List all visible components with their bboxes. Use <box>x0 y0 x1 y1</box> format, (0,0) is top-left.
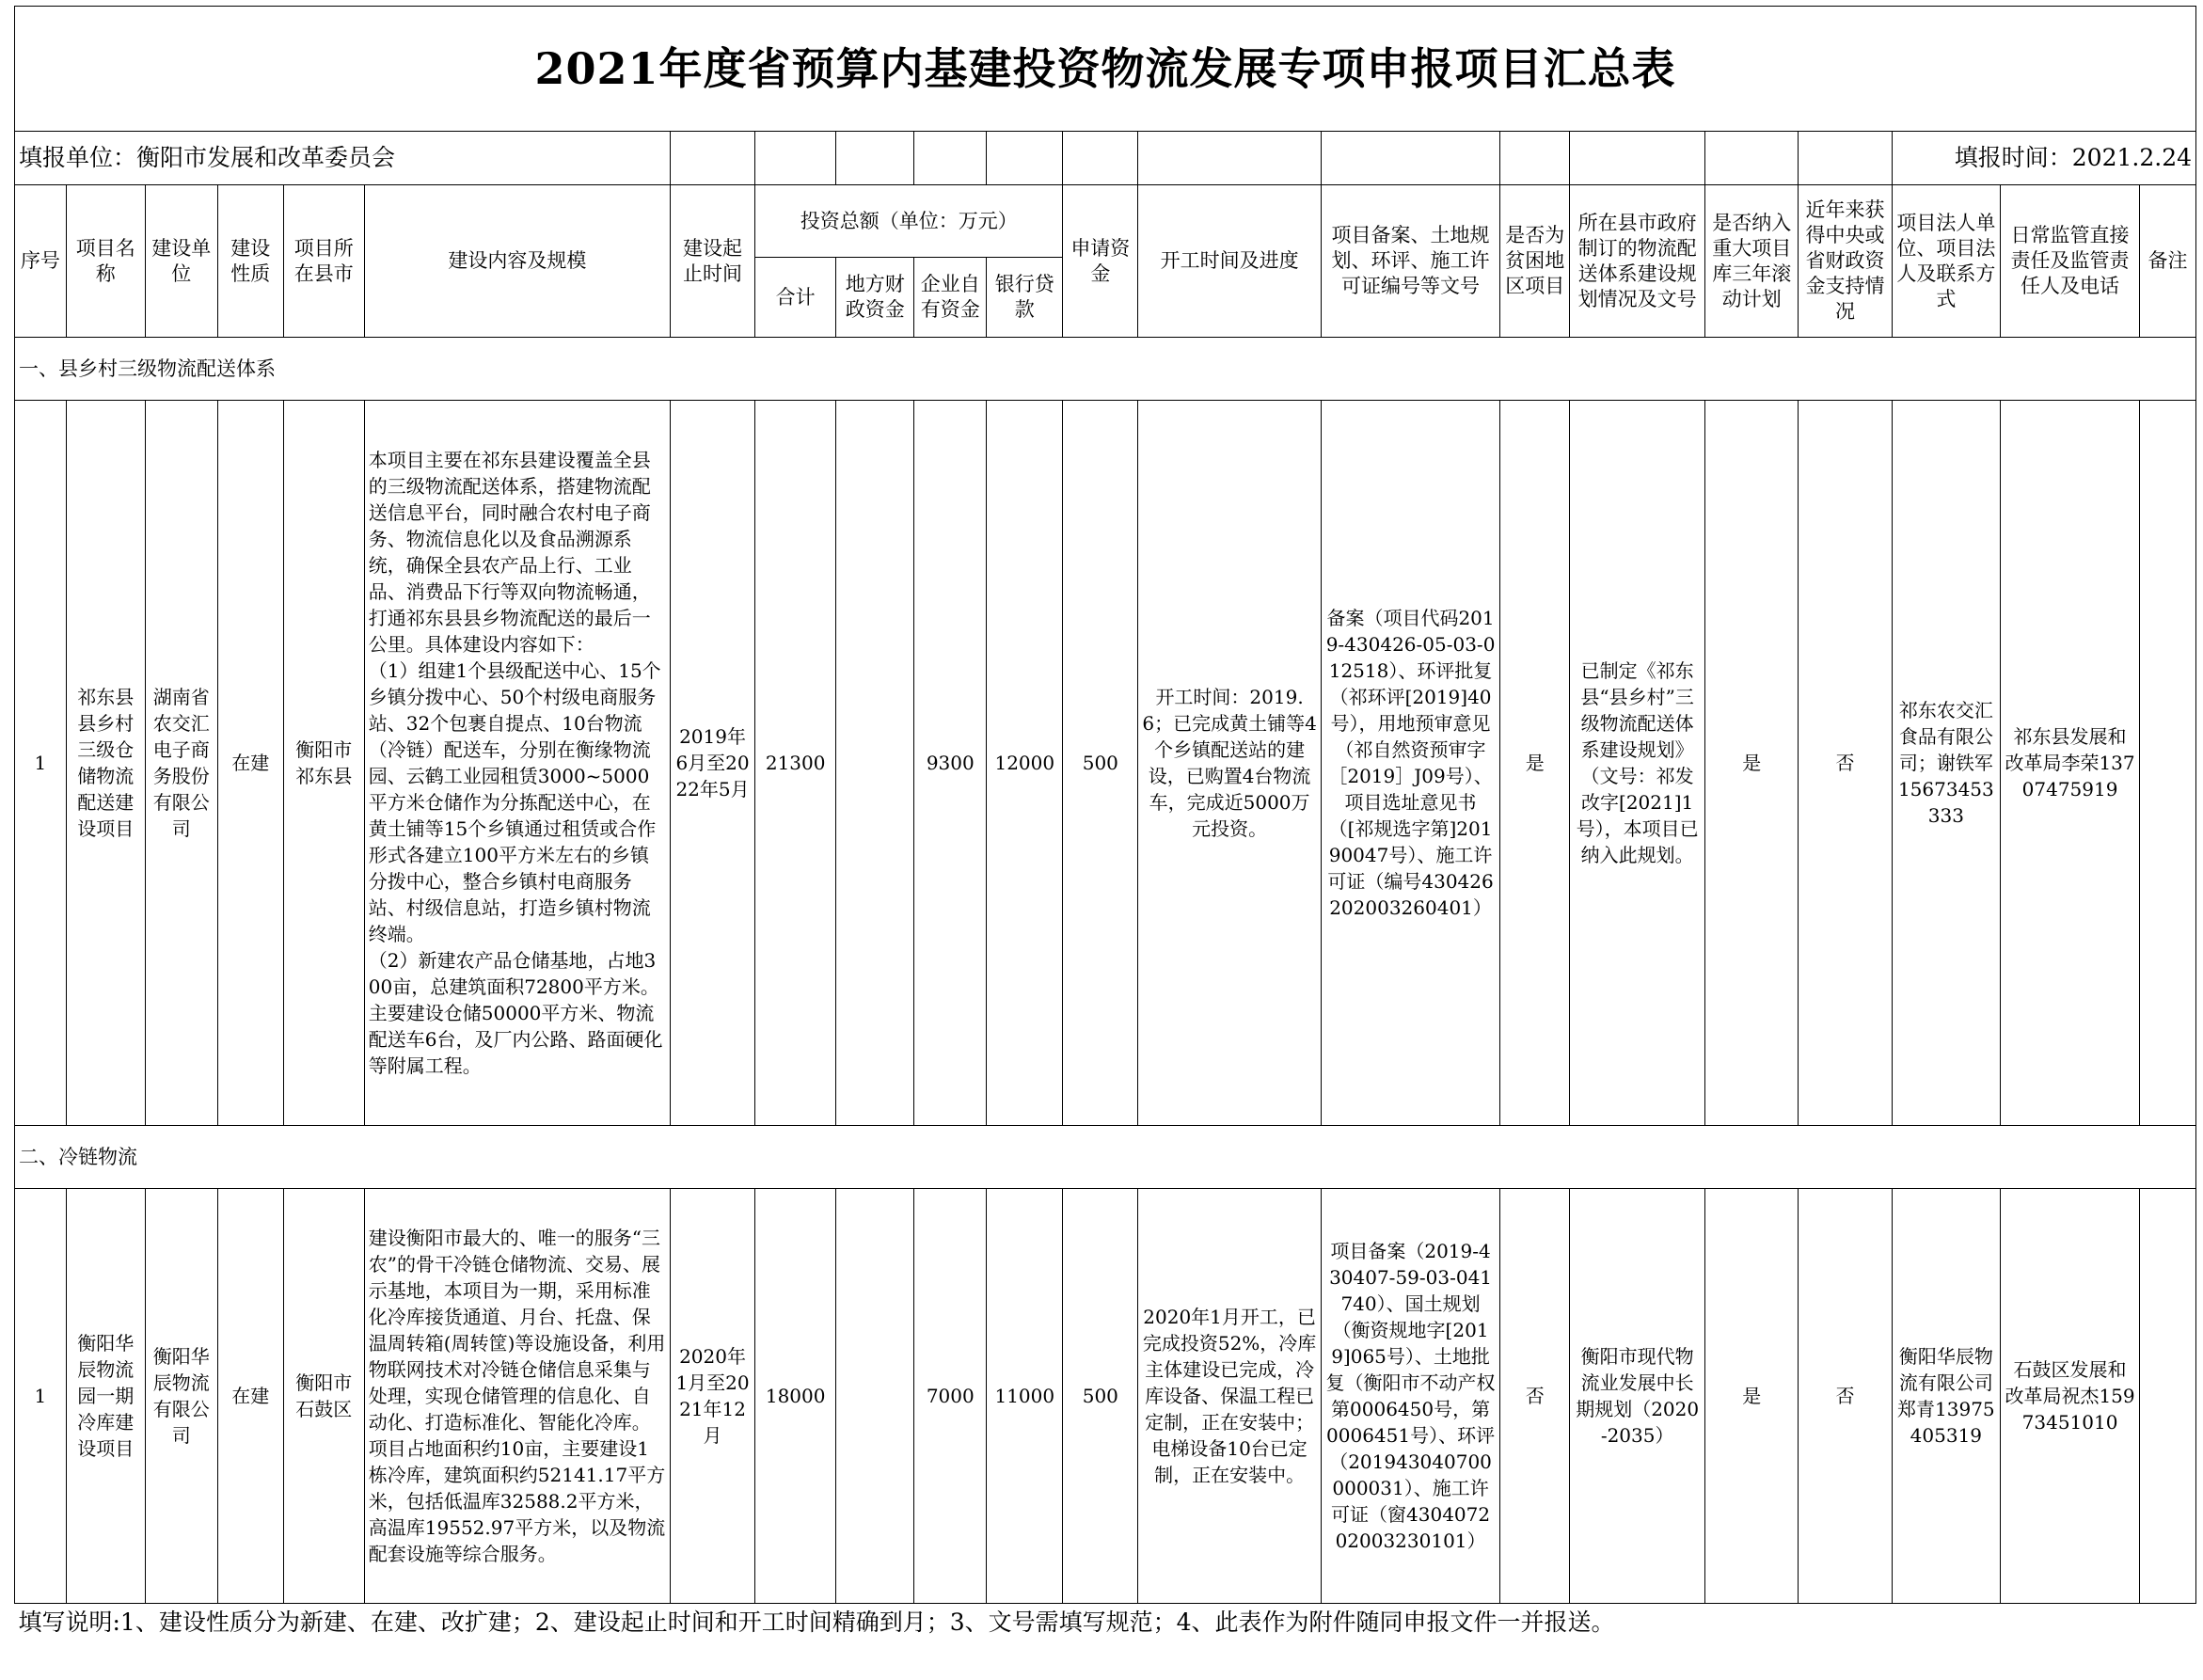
cell-approvals: 项目备案（2019-430407-59-03-041740）、国土规划（衡资规地字[2019]065号）、土地批复（衡阳市不动产权第0006450号，第0006451号）、环评（201943040700000031）、施工许可证（窗430407202003230101） <box>1321 1189 1499 1604</box>
header-remark: 备注 <box>2140 185 2196 338</box>
cell-sum: 21300 <box>755 401 836 1126</box>
cell-remark <box>2140 401 2196 1126</box>
cell-supervisor: 祁东县发展和改革局李荣13707475919 <box>2001 401 2140 1126</box>
cell-period: 2019年6月至2022年5月 <box>670 401 754 1126</box>
fill-unit: 填报单位：衡阳市发展和改革委员会 <box>15 132 671 185</box>
cell-period: 2020年1月至2021年12月 <box>670 1189 754 1604</box>
header-period: 建设起止时间 <box>670 185 754 338</box>
cell-legal-person: 祁东农交汇食品有限公司；谢铁军15673453333 <box>1892 401 2000 1126</box>
header-name: 项目名称 <box>66 185 145 338</box>
cell-bank-loan: 12000 <box>987 401 1063 1126</box>
blank-cell <box>755 132 836 185</box>
header-invest-total: 投资总额（单位：万元） <box>755 185 1063 258</box>
blank-cell <box>670 132 754 185</box>
header-legal-person: 项目法人单位、项目法人及联系方式 <box>1892 185 2000 338</box>
blank-cell <box>1138 132 1322 185</box>
cell-location: 衡阳市祁东县 <box>283 401 364 1126</box>
cell-apply-fund: 500 <box>1063 401 1138 1126</box>
cell-bank-loan: 11000 <box>987 1189 1063 1604</box>
cell-local-fund <box>836 401 914 1126</box>
section-title: 二、冷链物流 <box>15 1126 2196 1189</box>
cell-approvals: 备案（项目代码2019-430426-05-03-012518）、环评批复（祁环评[2019]40号），用地预审意见（祁自然资预审字［2019］J09号）、项目选址意见书（[祁规选字第]20190047号）、施工许可证（编号430426202003260401） <box>1321 401 1499 1126</box>
header-nature: 建设性质 <box>217 185 283 338</box>
header-content: 建设内容及规模 <box>364 185 670 338</box>
cell-name: 祁东县县乡村三级仓储物流配送建设项目 <box>66 401 145 1126</box>
cell-legal-person: 衡阳华辰物流有限公司郑青13975405319 <box>1892 1189 2000 1604</box>
blank-cell <box>1570 132 1705 185</box>
header-apply-fund: 申请资金 <box>1063 185 1138 338</box>
header-sum: 合计 <box>755 258 836 338</box>
summary-sheet <box>14 6 2196 1674</box>
cell-apply-fund: 500 <box>1063 1189 1138 1604</box>
blank-cell <box>1500 132 1570 185</box>
cell-nature: 在建 <box>217 401 283 1126</box>
cell-poor-area: 是 <box>1500 401 1570 1126</box>
header-self-fund: 企业自有资金 <box>914 258 987 338</box>
header-rolling-plan: 是否纳入重大项目库三年滚动计划 <box>1705 185 1799 338</box>
cell-content: 本项目主要在祁东县建设覆盖全县的三级物流配送体系，搭建物流配送信息平台，同时融合农村电子商务、物流信息化以及食品溯源系统，确保全县农产品上行、工业品、消费品下行等双向物流畅通，打通祁东县县乡物流配送的最后一公里。具体建设内容如下： （1）组建1个县级配送中心、15个乡镇分拨中心、50个村级电商服务站、32个包裹自提点、10台物流（冷链）配送车，分别在衡缘物流园、云鹤工业园租赁3000~5000平方米仓储作为分拣配送中心，在黄土铺等15个乡镇通过租赁或合作形式各建立100平方米左右的乡镇分拨中心，整合乡镇村电商服务站、村级信息站，打造乡镇村物流终端。 （2）新建农产品仓储基地，占地300亩，总建筑面积72800平方米。主要建设仓储50000平方米、物流配送车6台，及厂内公路、路面硬化等附属工程。 <box>364 401 670 1126</box>
cell-gov-support: 否 <box>1799 401 1892 1126</box>
fill-time: 填报时间：2021.2.24 <box>1892 132 2195 185</box>
cell-self-fund: 9300 <box>914 401 987 1126</box>
cell-name: 衡阳华辰物流园一期冷库建设项目 <box>66 1189 145 1604</box>
cell-sum: 18000 <box>755 1189 836 1604</box>
cell-rolling-plan: 是 <box>1705 401 1799 1126</box>
header-supervisor: 日常监管直接责任及监管责任人及电话 <box>2001 185 2140 338</box>
header-builder: 建设单位 <box>145 185 217 338</box>
header-approvals: 项目备案、土地规划、环评、施工许可证编号等文号 <box>1321 185 1499 338</box>
section-title: 一、县乡村三级物流配送体系 <box>15 338 2196 401</box>
cell-location: 衡阳市石鼓区 <box>283 1189 364 1604</box>
header-location: 项目所在县市 <box>283 185 364 338</box>
blank-cell <box>1321 132 1499 185</box>
table-row <box>15 1189 2196 1604</box>
cell-progress: 2020年1月开工，已完成投资52%，冷库主体建设已完成，冷库设备、保温工程已定制，正在安装中；电梯设备10台已定制，正在安装中。 <box>1138 1189 1322 1604</box>
summary-table <box>14 6 2196 1641</box>
header-bank-loan: 银行贷款 <box>987 258 1063 338</box>
header-seq: 序号 <box>15 185 67 338</box>
page-title: 2021年度省预算内基建投资物流发展专项申报项目汇总表 <box>15 7 2196 132</box>
cell-supervisor: 石鼓区发展和改革局祝杰15973451010 <box>2001 1189 2140 1604</box>
table-row <box>15 401 2196 1126</box>
cell-poor-area: 否 <box>1500 1189 1570 1604</box>
cell-builder: 衡阳华辰物流有限公司 <box>145 1189 217 1604</box>
cell-local-fund <box>836 1189 914 1604</box>
header-local-fund: 地方财政资金 <box>836 258 914 338</box>
blank-cell <box>1063 132 1138 185</box>
cell-seq: 1 <box>15 401 67 1126</box>
cell-rolling-plan: 是 <box>1705 1189 1799 1604</box>
cell-county-plan: 衡阳市现代物流业发展中长期规划（2020-2035） <box>1570 1189 1705 1604</box>
cell-gov-support: 否 <box>1799 1189 1892 1604</box>
cell-seq: 1 <box>15 1189 67 1604</box>
cell-self-fund: 7000 <box>914 1189 987 1604</box>
cell-nature: 在建 <box>217 1189 283 1604</box>
blank-cell <box>1705 132 1799 185</box>
footer-note: 填写说明:1、建设性质分为新建、在建、改扩建；2、建设起止时间和开工时间精确到月；3、文号需填写规范；4、此表作为附件随同申报文件一并报送。 <box>15 1604 2196 1642</box>
header-gov-support: 近年来获得中央或省财政资金支持情况 <box>1799 185 1892 338</box>
cell-content: 建设衡阳市最大的、唯一的服务“三农”的骨干冷链仓储物流、交易、展示基地，本项目为一期，采用标准化冷库接货通道、月台、托盘、保温周转箱(周转筐)等设施设备，利用物联网技术对冷链仓储信息采集与处理，实现仓储管理的信息化、自动化、打造标准化、智能化冷库。项目占地面积约10亩，主要建设1栋冷库，建筑面积约52141.17平方米，包括低温库32588.2平方米，高温库19552.97平方米，以及物流配套设施等综合服务。 <box>364 1189 670 1604</box>
header-progress: 开工时间及进度 <box>1138 185 1322 338</box>
blank-cell <box>836 132 914 185</box>
header-poor-area: 是否为贫困地区项目 <box>1500 185 1570 338</box>
cell-remark <box>2140 1189 2196 1604</box>
cell-builder: 湖南省农交汇电子商务股份有限公司 <box>145 401 217 1126</box>
cell-county-plan: 已制定《祁东县“县乡村”三级物流配送体系建设规划》（文号：祁发改字[2021]1号），本项目已纳入此规划。 <box>1570 401 1705 1126</box>
cell-progress: 开工时间：2019.6；已完成黄土铺等4个乡镇配送站的建设，已购置4台物流车，完成近5000万元投资。 <box>1138 401 1322 1126</box>
blank-cell <box>914 132 987 185</box>
blank-cell <box>1799 132 1892 185</box>
header-county-plan: 所在县市政府制订的物流配送体系建设规划情况及文号 <box>1570 185 1705 338</box>
blank-cell <box>987 132 1063 185</box>
